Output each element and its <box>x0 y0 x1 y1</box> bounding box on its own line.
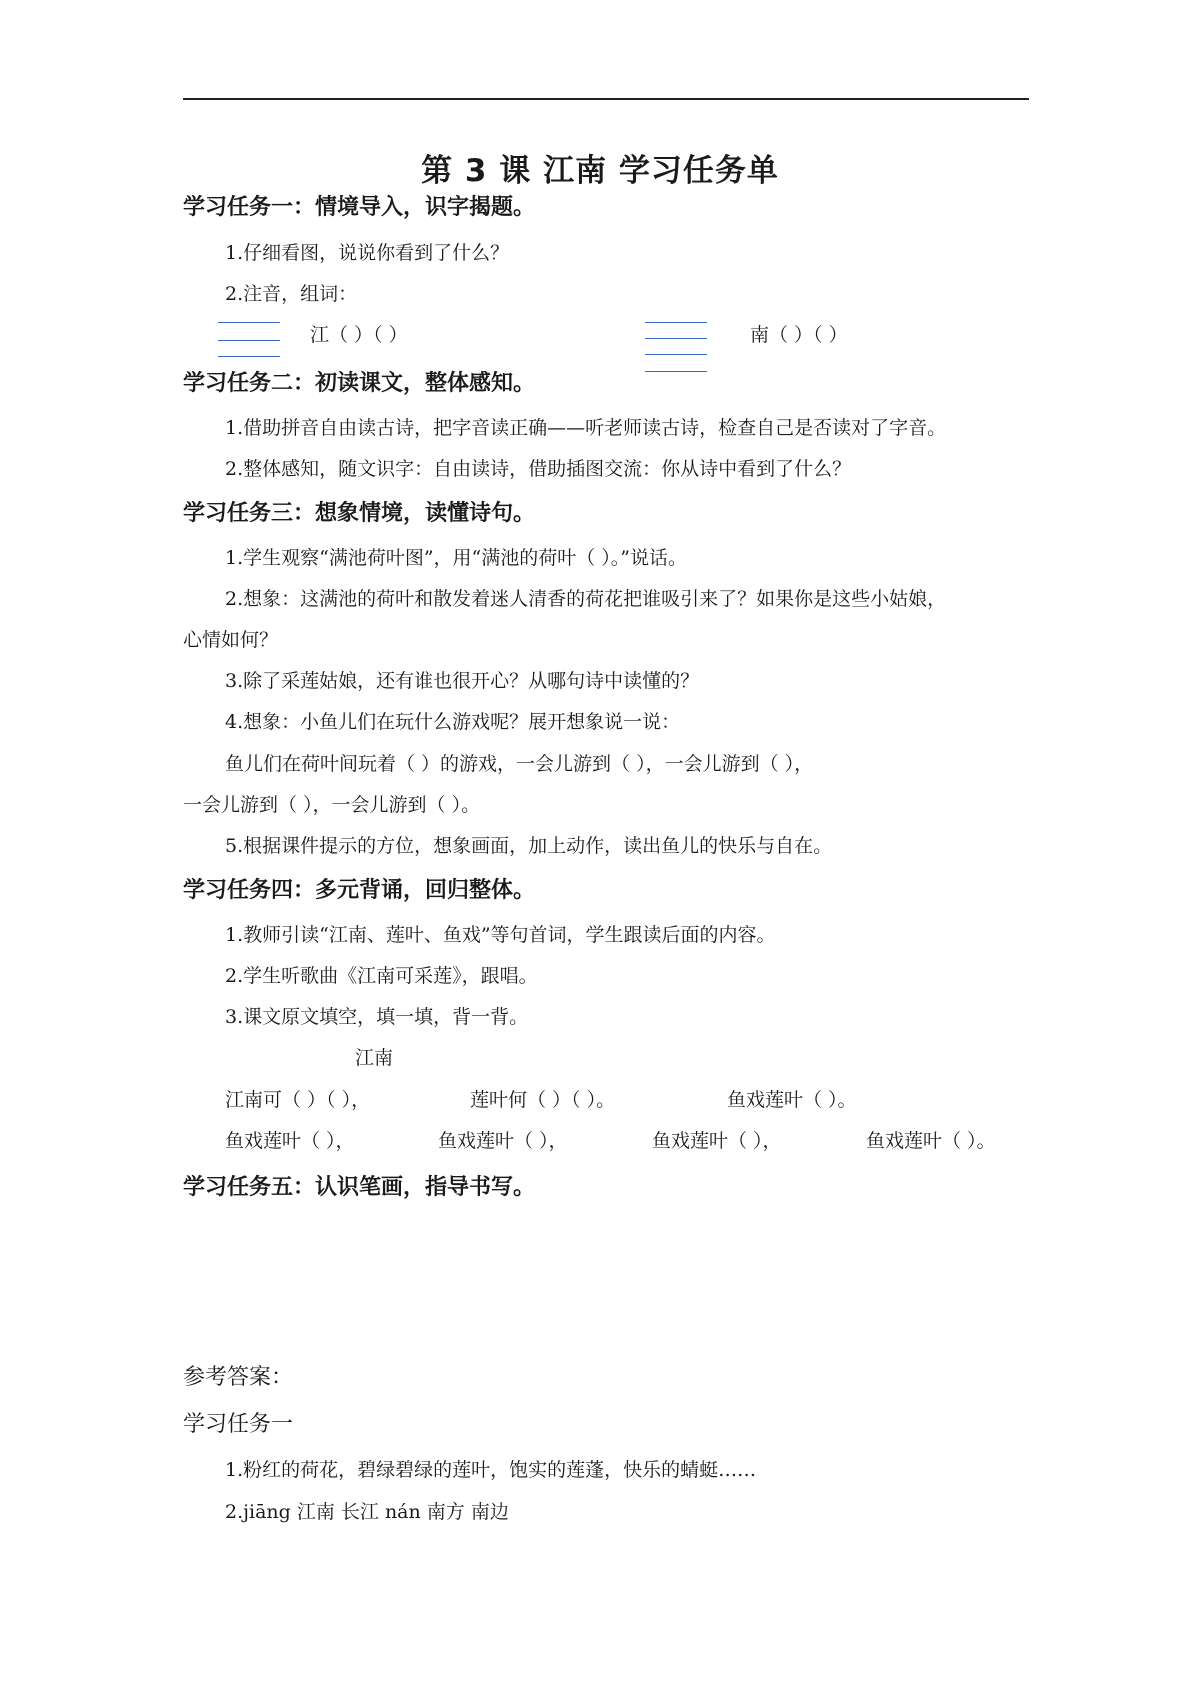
task2-item-2: 2.整体感知，随文识字：自由读诗，借助插图交流：你从诗中看到了什么？ <box>225 458 852 480</box>
header-rule <box>183 98 1029 100</box>
task1-item-1: 1.仔细看图，说说你看到了什么？ <box>225 242 510 264</box>
answer-item-1: 1.粉红的荷花，碧绿碧绿的莲叶，饱实的莲蓬，快乐的蜻蜓…… <box>225 1459 757 1481</box>
task3-item-4: 4.想象：小鱼儿们在玩什么游戏呢？展开想象说一说： <box>225 711 681 733</box>
answer-item-2: 2.jiāng 江南 长江 nán 南方 南边 <box>225 1501 509 1523</box>
answers-heading: 参考答案： <box>183 1365 294 1390</box>
task3-item-1: 1.学生观察“满池荷叶图”，用“满池的荷叶（ ）。”说话。 <box>225 547 688 569</box>
task3-heading: 学习任务三：想象情境，读懂诗句。 <box>183 501 536 526</box>
task2-item-1: 1.借助拼音自由读古诗，把字音读正确——听老师读古诗，检查自己是否读对了字音。 <box>225 417 947 439</box>
pinyin-row-nan: 南（ ）（ ） <box>750 324 848 346</box>
poem-blank: 鱼戏莲叶（ ）， <box>225 1130 355 1152</box>
poem-blank: 莲叶何（ ）（ ）。 <box>470 1089 616 1111</box>
page-title: 第 3 课 江南 学习任务单 <box>421 153 779 189</box>
task5-heading: 学习任务五：认识笔画，指导书写。 <box>183 1175 536 1200</box>
task4-item-1: 1.教师引读“江南、莲叶、鱼戏”等句首词，学生跟读后面的内容。 <box>225 924 776 946</box>
pinyin-writing-line[interactable] <box>645 354 707 355</box>
task4-item-3: 3.课文原文填空，填一填，背一背。 <box>225 1006 529 1028</box>
pinyin-writing-line[interactable] <box>218 322 280 323</box>
pinyin-writing-line[interactable] <box>218 356 280 357</box>
poem-title: 江南 <box>355 1047 394 1069</box>
pinyin-writing-line[interactable] <box>645 371 707 372</box>
task3-fill-line-1: 鱼儿们在荷叶间玩着（ ）的游戏，一会儿游到（ ），一会儿游到（ ）， <box>225 753 814 775</box>
pinyin-writing-line[interactable] <box>218 340 280 341</box>
pinyin-writing-line[interactable] <box>645 322 707 323</box>
answers-sub-heading: 学习任务一 <box>183 1412 294 1437</box>
task4-item-2: 2.学生听歌曲《江南可采莲》，跟唱。 <box>225 965 538 987</box>
poem-blank: 鱼戏莲叶（ ）。 <box>866 1130 996 1152</box>
poem-blank: 鱼戏莲叶（ ）， <box>438 1130 568 1152</box>
task3-item-2-cont: 心情如何？ <box>183 629 279 651</box>
task3-item-2: 2.想象：这满池的荷叶和散发着迷人清香的荷花把谁吸引来了？如果你是这些小姑娘， <box>225 588 947 610</box>
poem-blank: 鱼戏莲叶（ ）， <box>652 1130 782 1152</box>
task1-heading: 学习任务一：情境导入，识字揭题。 <box>183 195 536 220</box>
pinyin-writing-line[interactable] <box>645 338 707 339</box>
task1-item-2: 2.注音，组词： <box>225 283 358 305</box>
task3-item-3: 3.除了采莲姑娘，还有谁也很开心？从哪句诗中读懂的？ <box>225 670 700 692</box>
task3-item-5: 5.根据课件提示的方位，想象画面，加上动作，读出鱼儿的快乐与自在。 <box>225 835 833 857</box>
task3-fill-line-2: 一会儿游到（ ），一会儿游到（ ）。 <box>183 794 481 816</box>
task2-heading: 学习任务二：初读课文，整体感知。 <box>183 371 536 396</box>
task4-heading: 学习任务四：多元背诵，回归整体。 <box>183 878 536 903</box>
poem-blank: 鱼戏莲叶（ ）。 <box>727 1089 857 1111</box>
poem-blank: 江南可（ ）（ ）， <box>225 1089 371 1111</box>
pinyin-row-jiang: 江（ ）（ ） <box>310 324 408 346</box>
